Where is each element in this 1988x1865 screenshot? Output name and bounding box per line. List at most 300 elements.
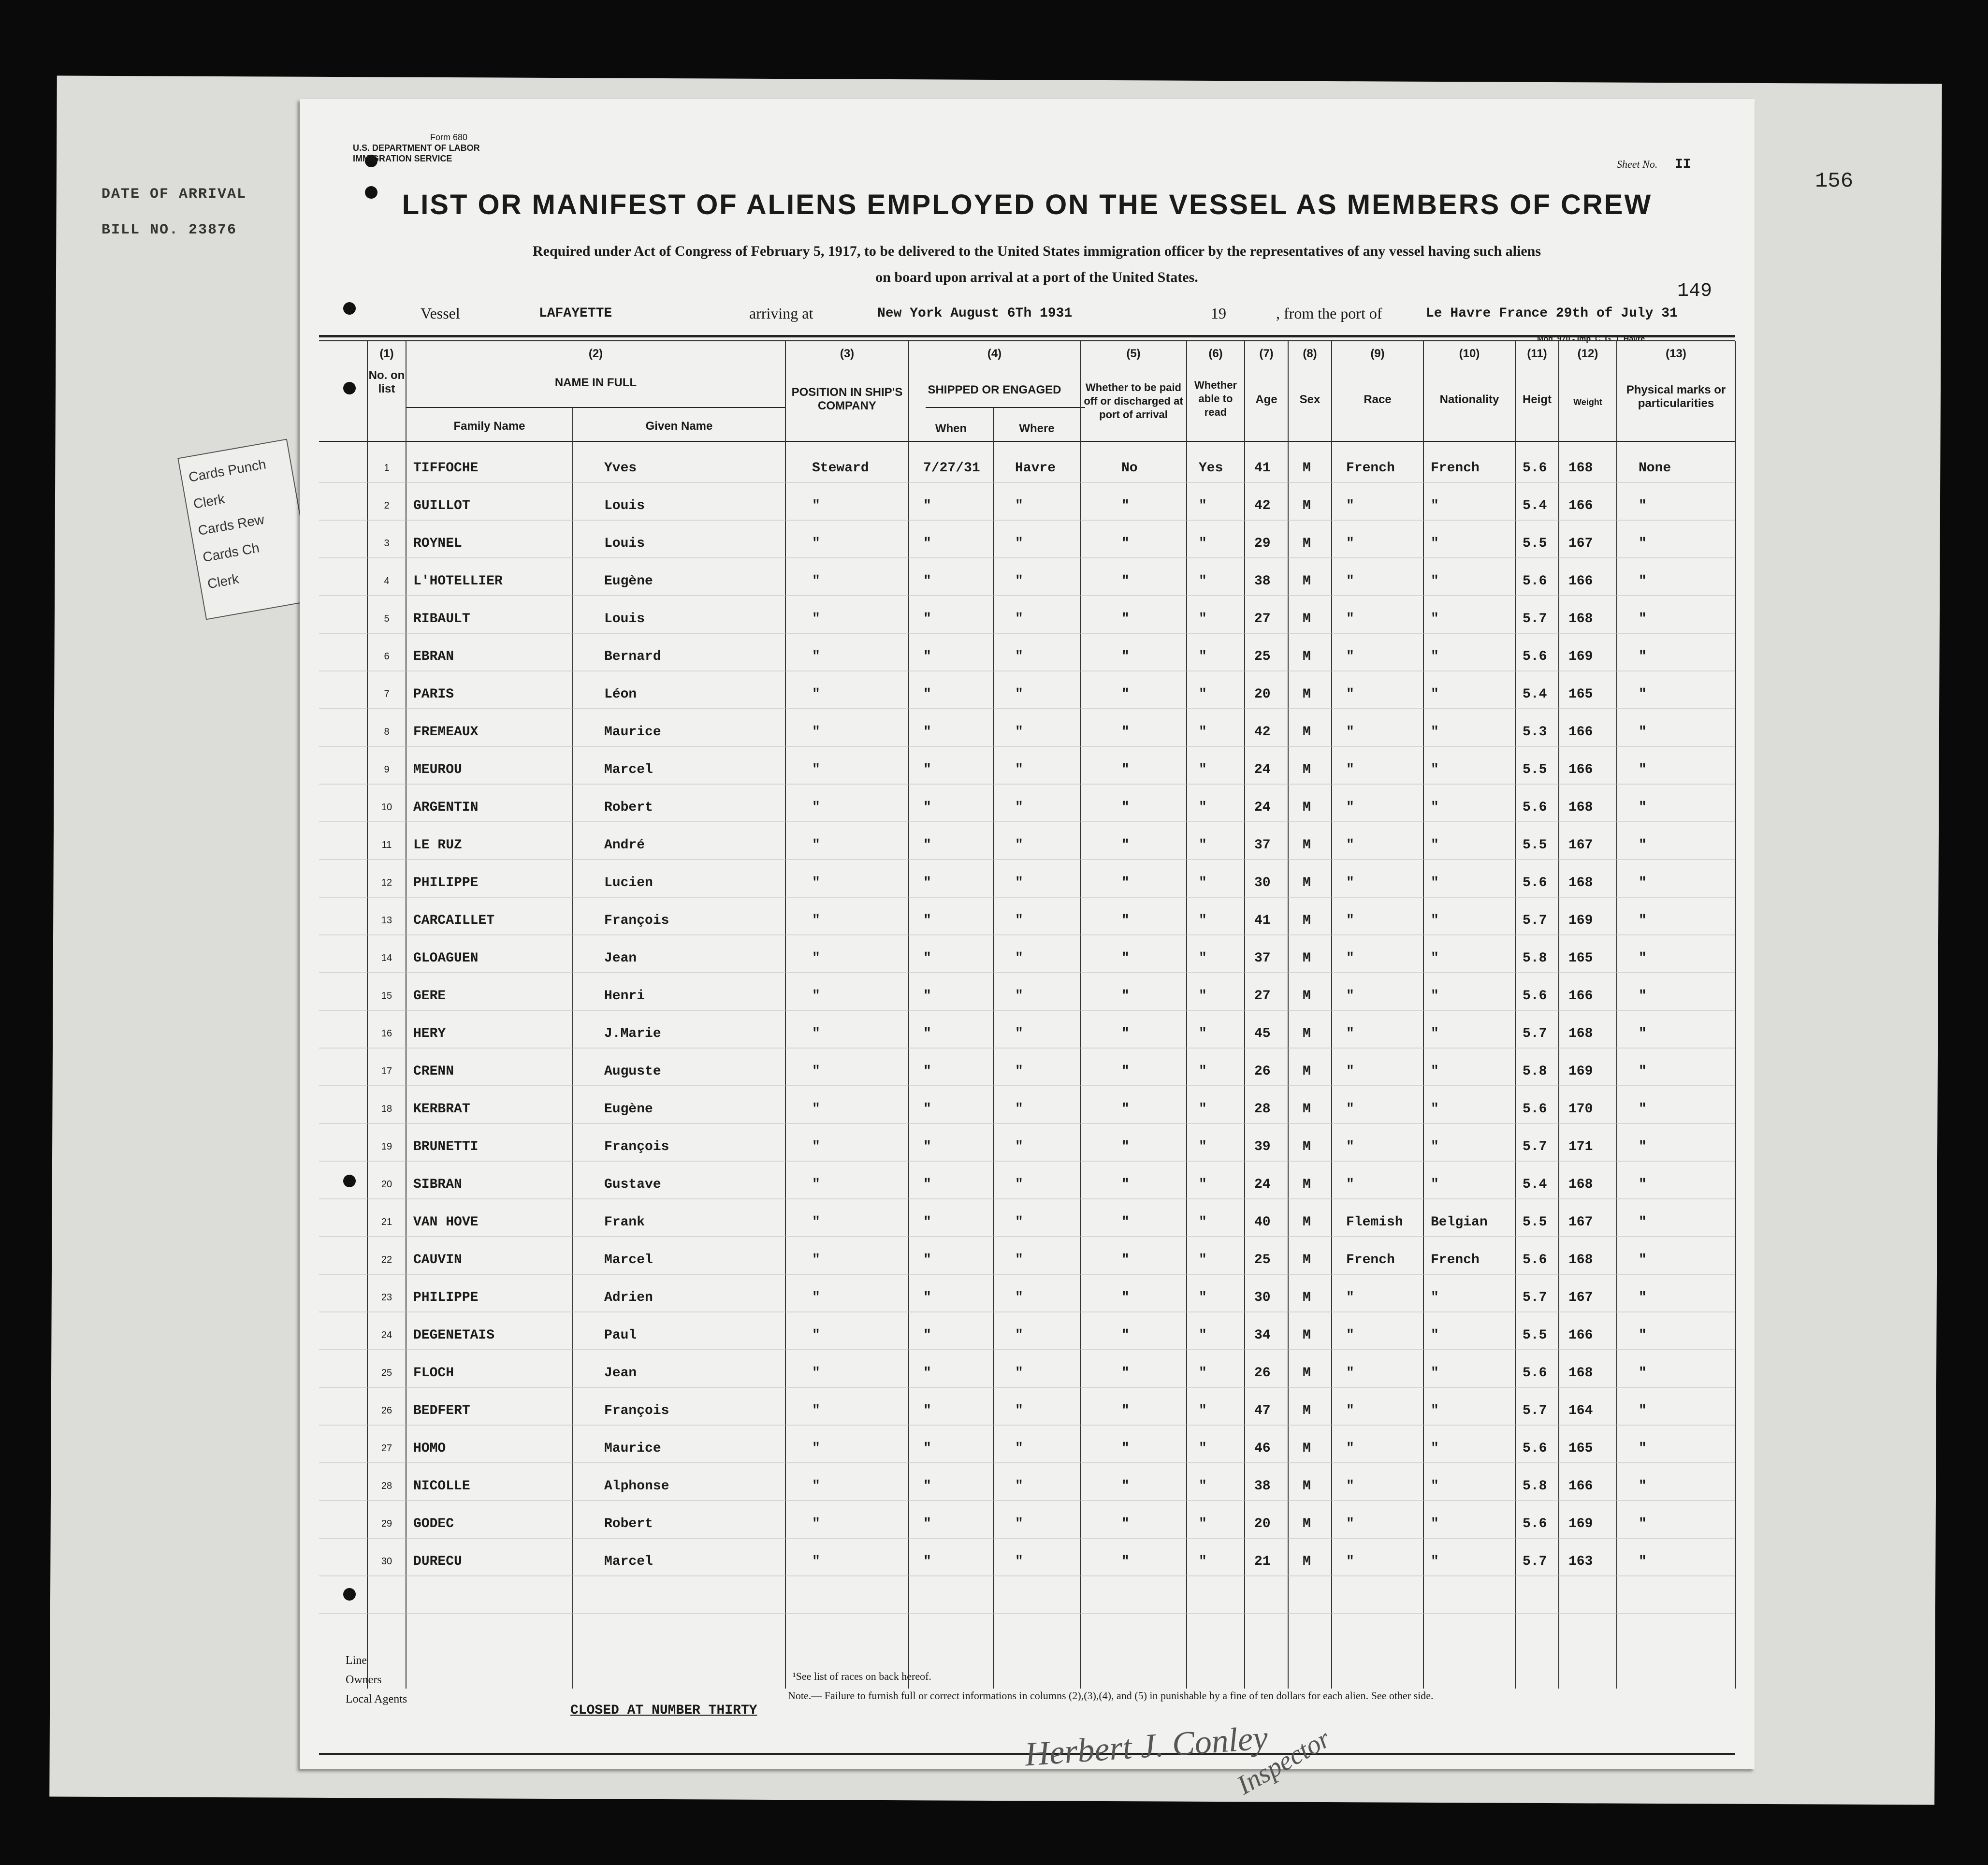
position-cell: ": [812, 687, 820, 702]
able-to-read-cell: ": [1199, 649, 1207, 664]
page-number: 156: [1815, 169, 1854, 193]
race-cell: ": [1346, 725, 1354, 740]
nationality-cell: ": [1431, 687, 1439, 702]
position-cell: ": [812, 1139, 820, 1154]
column-header-name: NAME IN FULL: [554, 376, 637, 389]
departure-port-date: Le Havre France 29th of July 31: [1426, 306, 1678, 321]
paid-off-cell: ": [1121, 1516, 1130, 1531]
position-cell: ": [812, 1554, 820, 1569]
sex-cell: M: [1303, 1177, 1311, 1192]
owners-label: Owners: [346, 1674, 382, 1686]
column-number: (9): [1370, 347, 1385, 360]
position-cell: ": [812, 1064, 820, 1079]
subtitle-line: Required under Act of Congress of February 5, 1917, to be delivered to the United States immigration officer by the representatives of any vessel having such aliens: [533, 243, 1541, 259]
height-cell: 5.6: [1523, 461, 1547, 476]
shipped-when-cell: ": [923, 1403, 931, 1418]
column-header-no-on-list: No. on list: [368, 369, 405, 395]
family-name-cell: NICOLLE: [413, 1479, 470, 1494]
race-cell: French: [1346, 461, 1395, 476]
paid-off-cell: ": [1121, 762, 1130, 777]
form-number: Form 680: [430, 132, 468, 142]
sex-cell: M: [1303, 1253, 1311, 1268]
sex-cell: M: [1303, 725, 1311, 740]
manifest-sheet: [300, 99, 1755, 1801]
year-label: 19: [1211, 305, 1226, 322]
age-cell: 30: [1254, 875, 1271, 890]
given-name-cell: Paul: [604, 1328, 637, 1343]
able-to-read-cell: ": [1199, 536, 1207, 551]
physical-marks-cell: ": [1639, 498, 1647, 513]
age-cell: 24: [1254, 762, 1271, 777]
able-to-read-cell: ": [1199, 574, 1207, 589]
position-cell: ": [812, 574, 820, 589]
race-cell: ": [1346, 1403, 1354, 1418]
sex-cell: M: [1303, 989, 1311, 1004]
family-name-cell: DEGENETAIS: [413, 1328, 495, 1343]
given-name-cell: Yves: [604, 461, 637, 476]
shipped-when-cell: ": [923, 951, 931, 966]
weight-cell: 166: [1568, 1328, 1593, 1343]
physical-marks-cell: ": [1639, 1554, 1647, 1569]
height-cell: 5.8: [1523, 1479, 1547, 1494]
family-name-cell: HOMO: [413, 1441, 446, 1456]
able-to-read-cell: ": [1199, 1253, 1207, 1268]
cards-label-line: Clerk: [206, 571, 240, 592]
nationality-cell: ": [1431, 725, 1439, 740]
given-name-cell: François: [604, 1403, 669, 1418]
age-cell: 47: [1254, 1403, 1271, 1418]
race-cell: ": [1346, 1064, 1354, 1079]
age-cell: 41: [1254, 461, 1271, 476]
sheet-number: [1617, 157, 1691, 172]
age-cell: 38: [1254, 574, 1271, 589]
paid-off-cell: ": [1121, 574, 1130, 589]
arriving-label: arriving at: [749, 305, 813, 322]
inspector-signature: Herbert J. Conley: [1023, 1719, 1269, 1774]
position-cell: ": [812, 1516, 820, 1531]
shipped-where-cell: ": [1015, 951, 1023, 966]
family-name-cell: LE RUZ: [413, 838, 462, 853]
physical-marks-cell: ": [1639, 1102, 1647, 1117]
age-cell: 30: [1254, 1290, 1271, 1305]
position-cell: ": [812, 1102, 820, 1117]
weight-cell: 168: [1568, 800, 1593, 815]
page-title: LIST OR MANIFEST OF ALIENS EMPLOYED ON THE VESSEL AS MEMBERS OF CREW: [402, 189, 1653, 220]
able-to-read-cell: ": [1199, 800, 1207, 815]
height-cell: 5.6: [1523, 1441, 1547, 1456]
shipped-when-cell: ": [923, 574, 931, 589]
paid-off-cell: ": [1121, 498, 1130, 513]
row-number: 5: [384, 613, 390, 624]
height-cell: 5.4: [1523, 687, 1547, 702]
position-cell: ": [812, 875, 820, 890]
column-header-able-to-read: Whether able to read: [1194, 379, 1237, 418]
sex-cell: M: [1303, 951, 1311, 966]
row-number: 19: [381, 1141, 392, 1152]
race-cell: ": [1346, 1102, 1354, 1117]
column-number: (4): [987, 347, 1002, 360]
able-to-read-cell: ": [1199, 1026, 1207, 1041]
nationality-cell: ": [1431, 1479, 1439, 1494]
given-name-cell: Gustave: [604, 1177, 661, 1192]
family-name-cell: FLOCH: [413, 1366, 454, 1381]
physical-marks-cell: ": [1639, 1290, 1647, 1305]
weight-cell: 168: [1568, 461, 1593, 476]
height-cell: 5.6: [1523, 989, 1547, 1004]
weight-cell: 166: [1568, 989, 1593, 1004]
given-name-cell: Alphonse: [604, 1479, 669, 1494]
race-cell: ": [1346, 800, 1354, 815]
sex-cell: M: [1303, 1366, 1311, 1381]
column-header-race: Race: [1364, 393, 1392, 406]
race-cell: ": [1346, 1366, 1354, 1381]
column-header-when: When: [935, 422, 967, 435]
column-header-age: Age: [1255, 393, 1277, 406]
nationality-cell: ": [1431, 1516, 1439, 1531]
row-number: 1: [384, 463, 390, 473]
age-cell: 20: [1254, 687, 1271, 702]
nationality-cell: ": [1431, 762, 1439, 777]
shipped-where-cell: ": [1015, 1290, 1023, 1305]
able-to-read-cell: ": [1199, 1328, 1207, 1343]
paid-off-cell: ": [1121, 536, 1130, 551]
nationality-cell: ": [1431, 574, 1439, 589]
race-cell: ": [1346, 1441, 1354, 1456]
row-number: 7: [384, 689, 390, 699]
row-number: 10: [381, 802, 392, 813]
physical-marks-cell: ": [1639, 536, 1647, 551]
nationality-cell: Belgian: [1431, 1215, 1488, 1230]
row-number: 2: [384, 500, 390, 511]
position-cell: ": [812, 536, 820, 551]
given-name-cell: Eugène: [604, 1102, 653, 1117]
row-number: 3: [384, 538, 390, 549]
height-cell: 5.8: [1523, 1064, 1547, 1079]
weight-cell: 168: [1568, 1366, 1593, 1381]
vessel-name: LAFAYETTE: [539, 306, 612, 321]
shipped-where-cell: ": [1015, 913, 1023, 928]
paid-off-cell: ": [1121, 1253, 1130, 1268]
shipped-where-cell: ": [1015, 1177, 1023, 1192]
position-cell: ": [812, 612, 820, 627]
closing-statement: CLOSED AT NUMBER THIRTY: [570, 1703, 757, 1718]
able-to-read-cell: ": [1199, 913, 1207, 928]
shipped-when-cell: ": [923, 875, 931, 890]
race-cell: ": [1346, 498, 1354, 513]
position-cell: ": [812, 725, 820, 740]
shipped-where-cell: ": [1015, 649, 1023, 664]
age-cell: 46: [1254, 1441, 1271, 1456]
sex-cell: M: [1303, 1064, 1311, 1079]
arrival-stamp: [102, 186, 247, 258]
paid-off-cell: ": [1121, 1441, 1130, 1456]
age-cell: 41: [1254, 913, 1271, 928]
given-name-cell: Jean: [604, 1366, 637, 1381]
column-number: (5): [1126, 347, 1141, 360]
physical-marks-cell: ": [1639, 951, 1647, 966]
shipped-where-cell: ": [1015, 1026, 1023, 1041]
race-cell: ": [1346, 1516, 1354, 1531]
position-cell: ": [812, 838, 820, 853]
sex-cell: M: [1303, 1441, 1311, 1456]
given-name-cell: Marcel: [604, 1253, 653, 1268]
column-header-sex: Sex: [1299, 393, 1320, 406]
nationality-cell: ": [1431, 1290, 1439, 1305]
row-number: 4: [384, 576, 390, 586]
weight-cell: 166: [1568, 498, 1593, 513]
nationality-cell: ": [1431, 1064, 1439, 1079]
nationality-cell: ": [1431, 1139, 1439, 1154]
height-cell: 5.7: [1523, 913, 1547, 928]
shipped-when-cell: ": [923, 687, 931, 702]
shipped-where-cell: ": [1015, 1366, 1023, 1381]
position-cell: ": [812, 1215, 820, 1230]
given-name-cell: Henri: [604, 989, 645, 1004]
physical-marks-cell: ": [1639, 1177, 1647, 1192]
height-cell: 5.5: [1523, 1328, 1547, 1343]
sex-cell: M: [1303, 1102, 1311, 1117]
position-cell: ": [812, 1253, 820, 1268]
age-cell: 24: [1254, 800, 1271, 815]
nationality-cell: ": [1431, 1102, 1439, 1117]
sex-cell: M: [1303, 838, 1311, 853]
given-name-cell: Bernard: [604, 649, 661, 664]
weight-cell: 169: [1568, 1516, 1593, 1531]
row-number: 28: [381, 1481, 392, 1491]
paid-off-cell: ": [1121, 1102, 1130, 1117]
age-cell: 20: [1254, 1516, 1271, 1531]
stamp-number: 149: [1677, 280, 1712, 302]
shipped-when-cell: ": [923, 1139, 931, 1154]
shipped-where-cell: ": [1015, 1403, 1023, 1418]
race-cell: French: [1346, 1253, 1395, 1268]
weight-cell: 165: [1568, 687, 1593, 702]
race-cell: ": [1346, 913, 1354, 928]
height-cell: 5.4: [1523, 1177, 1547, 1192]
shipped-where-cell: ": [1015, 1064, 1023, 1079]
able-to-read-cell: ": [1199, 1441, 1207, 1456]
row-number: 16: [381, 1028, 392, 1039]
position-cell: ": [812, 1290, 820, 1305]
nationality-cell: ": [1431, 649, 1439, 664]
position-cell: ": [812, 649, 820, 664]
able-to-read-cell: ": [1199, 1139, 1207, 1154]
able-to-read-cell: ": [1199, 1403, 1207, 1418]
age-cell: 40: [1254, 1215, 1271, 1230]
column-header-shipped: SHIPPED OR ENGAGED: [928, 383, 1061, 396]
race-cell: ": [1346, 1290, 1354, 1305]
sheet-number-value: II: [1674, 157, 1691, 172]
given-name-cell: Maurice: [604, 725, 661, 740]
family-name-cell: FREMEAUX: [413, 725, 479, 740]
able-to-read-cell: ": [1199, 1554, 1207, 1569]
given-name-cell: Adrien: [604, 1290, 653, 1305]
able-to-read-cell: ": [1199, 989, 1207, 1004]
paid-off-cell: ": [1121, 838, 1130, 853]
shipped-when-cell: ": [923, 1441, 931, 1456]
height-cell: 5.6: [1523, 649, 1547, 664]
able-to-read-cell: ": [1199, 498, 1207, 513]
shipped-where-cell: ": [1015, 725, 1023, 740]
shipped-when-cell: ": [923, 725, 931, 740]
paid-off-cell: ": [1121, 913, 1130, 928]
able-to-read-cell: ": [1199, 838, 1207, 853]
family-name-cell: CAUVIN: [413, 1253, 462, 1268]
position-cell: ": [812, 800, 820, 815]
position-cell: ": [812, 989, 820, 1004]
column-header-where: Where: [1019, 422, 1055, 435]
age-cell: 24: [1254, 1177, 1271, 1192]
shipped-when-cell: ": [923, 1215, 931, 1230]
shipped-where-cell: Havre: [1015, 461, 1056, 476]
family-name-cell: ROYNEL: [413, 536, 462, 551]
row-number: 9: [384, 764, 390, 775]
physical-marks-cell: ": [1639, 1139, 1647, 1154]
physical-marks-cell: ": [1639, 649, 1647, 664]
family-name-cell: DURECU: [413, 1554, 462, 1569]
shipped-when-cell: ": [923, 989, 931, 1004]
age-cell: 26: [1254, 1064, 1271, 1079]
physical-marks-cell: None: [1639, 461, 1671, 476]
shipped-where-cell: ": [1015, 1215, 1023, 1230]
weight-cell: 169: [1568, 649, 1593, 664]
shipped-where-cell: ": [1015, 1554, 1023, 1569]
column-number: (2): [588, 347, 603, 360]
nationality-cell: ": [1431, 536, 1439, 551]
weight-cell: 168: [1568, 1253, 1593, 1268]
family-name-cell: TIFFOCHE: [413, 461, 479, 476]
family-name-cell: BEDFERT: [413, 1403, 470, 1418]
given-name-cell: Eugène: [604, 574, 653, 589]
sex-cell: M: [1303, 800, 1311, 815]
sex-cell: M: [1303, 1026, 1311, 1041]
race-cell: ": [1346, 687, 1354, 702]
from-port-label: , from the port of: [1276, 305, 1382, 322]
able-to-read-cell: ": [1199, 1290, 1207, 1305]
paid-off-cell: ": [1121, 1026, 1130, 1041]
column-number: (7): [1259, 347, 1274, 360]
height-cell: 5.5: [1523, 762, 1547, 777]
race-cell: ": [1346, 1139, 1354, 1154]
paid-off-cell: ": [1121, 951, 1130, 966]
shipped-when-cell: ": [923, 838, 931, 853]
date-of-arrival-label: DATE OF ARRIVAL: [102, 186, 247, 203]
age-cell: 25: [1254, 1253, 1271, 1268]
family-name-cell: GODEC: [413, 1516, 454, 1531]
given-name-cell: François: [604, 913, 669, 928]
shipped-when-cell: ": [923, 498, 931, 513]
able-to-read-cell: ": [1199, 1215, 1207, 1230]
row-number: 15: [381, 991, 392, 1001]
row-number: 24: [381, 1330, 392, 1340]
race-cell: ": [1346, 536, 1354, 551]
shipped-when-cell: ": [923, 1026, 931, 1041]
shipped-where-cell: ": [1015, 800, 1023, 815]
sex-cell: M: [1303, 536, 1311, 551]
age-cell: 21: [1254, 1554, 1271, 1569]
shipped-when-cell: ": [923, 913, 931, 928]
family-name-cell: PARIS: [413, 687, 454, 702]
family-name-cell: MEUROU: [413, 762, 462, 777]
race-cell: ": [1346, 1177, 1354, 1192]
sex-cell: M: [1303, 687, 1311, 702]
paid-off-cell: ": [1121, 875, 1130, 890]
given-name-cell: André: [604, 838, 645, 853]
weight-cell: 165: [1568, 1441, 1593, 1456]
shipped-where-cell: ": [1015, 1479, 1023, 1494]
physical-marks-cell: ": [1639, 1366, 1647, 1381]
subtitle-line: on board upon arrival at a port of the United States.: [875, 269, 1198, 285]
age-cell: 27: [1254, 612, 1271, 627]
shipped-where-cell: ": [1015, 1253, 1023, 1268]
height-cell: 5.6: [1523, 875, 1547, 890]
family-name-cell: PHILIPPE: [413, 1290, 479, 1305]
given-name-cell: Robert: [604, 1516, 653, 1531]
weight-cell: 164: [1568, 1403, 1593, 1418]
height-cell: 5.7: [1523, 1139, 1547, 1154]
height-cell: 5.5: [1523, 838, 1547, 853]
row-number: 12: [381, 877, 392, 888]
arrival-port-date: New York August 6Th 1931: [877, 306, 1073, 321]
sheet-number-label: Sheet No.: [1617, 158, 1658, 170]
height-cell: 5.6: [1523, 1253, 1547, 1268]
vessel-label: Vessel: [421, 305, 460, 322]
nationality-cell: ": [1431, 1328, 1439, 1343]
able-to-read-cell: ": [1199, 612, 1207, 627]
column-header-height: Heigt: [1523, 393, 1552, 406]
column-header-weight: Weight: [1573, 397, 1602, 407]
given-name-cell: Léon: [604, 687, 637, 702]
physical-marks-cell: ": [1639, 612, 1647, 627]
physical-marks-cell: ": [1639, 1253, 1647, 1268]
paid-off-cell: ": [1121, 687, 1130, 702]
sex-cell: M: [1303, 649, 1311, 664]
family-name-cell: EBRAN: [413, 649, 454, 664]
age-cell: 38: [1254, 1479, 1271, 1494]
crew-manifest-table: [319, 335, 1755, 1801]
shipped-where-cell: ": [1015, 1102, 1023, 1117]
row-number: 14: [381, 953, 392, 963]
column-header-paid-off: Whether to be paid off or discharged at port of arrival: [1084, 381, 1183, 421]
physical-marks-cell: ": [1639, 1516, 1647, 1531]
position-cell: ": [812, 1328, 820, 1343]
race-cell: ": [1346, 1328, 1354, 1343]
sex-cell: M: [1303, 875, 1311, 890]
vessel-line: [300, 305, 1755, 329]
nationality-cell: ": [1431, 989, 1439, 1004]
shipped-when-cell: ": [923, 612, 931, 627]
race-cell: ": [1346, 612, 1354, 627]
position-cell: ": [812, 1366, 820, 1381]
paid-off-cell: ": [1121, 1064, 1130, 1079]
column-header-position: POSITION IN SHIP'S COMPANY: [791, 386, 903, 412]
race-cell: ": [1346, 989, 1354, 1004]
sex-cell: M: [1303, 612, 1311, 627]
paid-off-cell: ": [1121, 649, 1130, 664]
age-cell: 45: [1254, 1026, 1271, 1041]
column-number: (13): [1666, 347, 1686, 360]
nationality-cell: ": [1431, 1177, 1439, 1192]
sex-cell: M: [1303, 461, 1311, 476]
physical-marks-cell: ": [1639, 838, 1647, 853]
able-to-read-cell: ": [1199, 951, 1207, 966]
height-cell: 5.6: [1523, 1366, 1547, 1381]
given-name-cell: Louis: [604, 536, 645, 551]
nationality-cell: French: [1431, 461, 1480, 476]
family-name-cell: VAN HOVE: [413, 1215, 479, 1230]
shipped-where-cell: ": [1015, 762, 1023, 777]
physical-marks-cell: ": [1639, 762, 1647, 777]
